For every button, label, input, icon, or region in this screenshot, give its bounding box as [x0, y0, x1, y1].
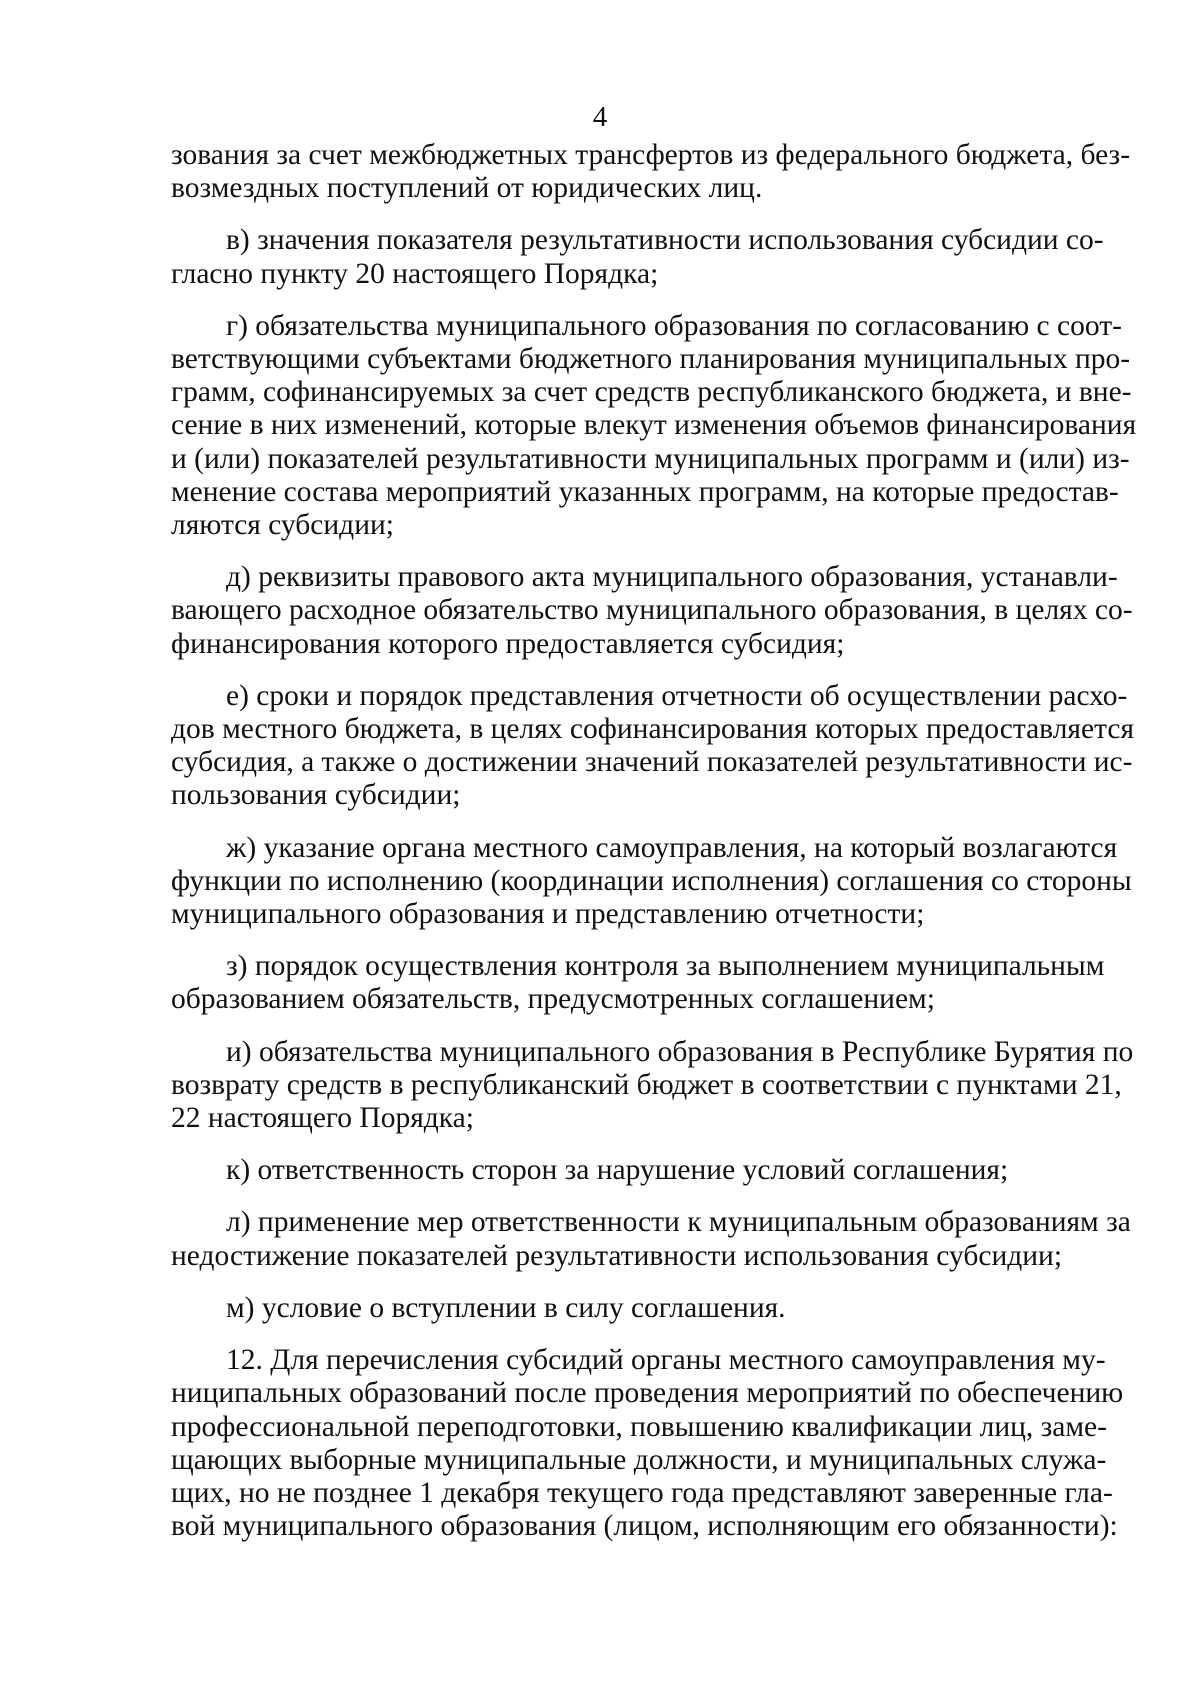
paragraph-line: м) условие о вступлении в силу соглашения. — [226, 1291, 786, 1324]
paragraph-line: ляются субсидии; — [171, 509, 394, 542]
paragraph-line: пользования субсидии; — [171, 779, 461, 812]
paragraph-line: грамм, софинансируемых за счет средств республиканского бюджета, и вне- — [171, 376, 1132, 409]
paragraph-line: е) сроки и порядок представления отчетности об осуществлении расхо- — [226, 679, 1128, 712]
paragraph-line: возмездных поступлений от юридических лиц. — [171, 172, 763, 205]
paragraph-item-g — [171, 309, 1137, 542]
paragraph-item-k — [171, 1154, 1088, 1187]
paragraph-line: недостижение показателей результативности использования субсидии; — [171, 1239, 1063, 1272]
paragraph-item-i — [171, 1035, 1134, 1136]
paragraph-line: ж) указание органа местного самоуправления, на который возлагаются — [226, 831, 1118, 864]
paragraph-line: сение в них изменений, которые влекут изменения объемов финансирования — [171, 409, 1137, 442]
paragraph-line: к) ответственность сторон за нарушение условий соглашения; — [226, 1154, 1009, 1187]
paragraph-item-e — [171, 679, 1135, 813]
paragraph-item-z — [171, 950, 1105, 1016]
paragraph-line: л) применение мер ответственности к муниципальным образованиям за — [226, 1206, 1131, 1239]
paragraph-line: профессиональной переподготовки, повышению квалификации лиц, заме- — [171, 1410, 1107, 1443]
paragraph-line: дов местного бюджета, в целях софинансирования которых предоставляется — [171, 713, 1135, 746]
paragraph-clause-12 — [171, 1344, 1124, 1543]
paragraph-line: д) реквизиты правового акта муниципального образования, устанавли- — [226, 561, 1118, 594]
paragraph-line: ниципальных образований после проведения мероприятий по обеспечению — [171, 1377, 1124, 1410]
paragraph-line: муниципального образования и представлению отчетности; — [171, 898, 925, 931]
paragraph-line: в) значения показателя результативности использования субсидии со- — [226, 224, 1104, 257]
paragraph-line: менение состава мероприятий указанных программ, на которые предостав- — [171, 475, 1119, 508]
paragraph-item-d — [171, 561, 1133, 661]
paragraph-line: щих, но не позднее 1 декабря текущего года представляют заверенные гла- — [171, 1476, 1113, 1509]
paragraph-item-l — [171, 1206, 1131, 1272]
paragraph-line: зования за счет межбюджетных трансфертов из федерального бюджета, без- — [171, 139, 1131, 171]
paragraph-line: щающих выборные муниципальные должности, и муниципальных служа- — [171, 1443, 1107, 1476]
document-body — [171, 139, 1137, 1562]
paragraph-line: финансирования которого предоставляется субсидия; — [171, 627, 845, 660]
paragraph-item-zh — [171, 831, 1132, 932]
paragraph-line: субсидия, а также о достижении значений показателей результативности ис- — [171, 746, 1133, 779]
paragraph-item-v — [171, 224, 1104, 290]
paragraph-line: возврату средств в республиканский бюджет в соответствии с пунктами 21, — [171, 1068, 1122, 1101]
paragraph-line: 22 настоящего Порядка; — [171, 1102, 474, 1135]
paragraph-line: функции по исполнению (координации исполнения) соглашения со стороны — [171, 864, 1132, 897]
paragraph-line: и) обязательства муниципального образования в Республике Бурятия по — [226, 1035, 1134, 1068]
paragraph-item-m — [171, 1292, 1088, 1325]
paragraph-line: образованием обязательств, предусмотренных соглашением; — [171, 983, 935, 1016]
page-number: 4 — [592, 101, 608, 133]
paragraph-line: и (или) показателей результативности муниципальных программ и (или) из- — [171, 442, 1130, 475]
paragraph-continuation — [171, 139, 1131, 205]
paragraph-line: гласно пункту 20 настоящего Порядка; — [171, 257, 659, 290]
paragraph-line: вающего расходное обязательство муниципального образования, в целях со- — [171, 594, 1133, 627]
paragraph-line: 12. Для перечисления субсидий органы местного самоуправления му- — [226, 1344, 1106, 1377]
paragraph-line: з) порядок осуществления контроля за выполнением муниципальным — [226, 950, 1105, 983]
paragraph-line: ветствующими субъектами бюджетного планирования муниципальных про- — [171, 343, 1131, 376]
paragraph-line: вой муниципального образования (лицом, исполняющим его обязанности): — [171, 1510, 1118, 1543]
paragraph-line: г) обязательства муниципального образования по согласованию с соот- — [226, 309, 1122, 342]
